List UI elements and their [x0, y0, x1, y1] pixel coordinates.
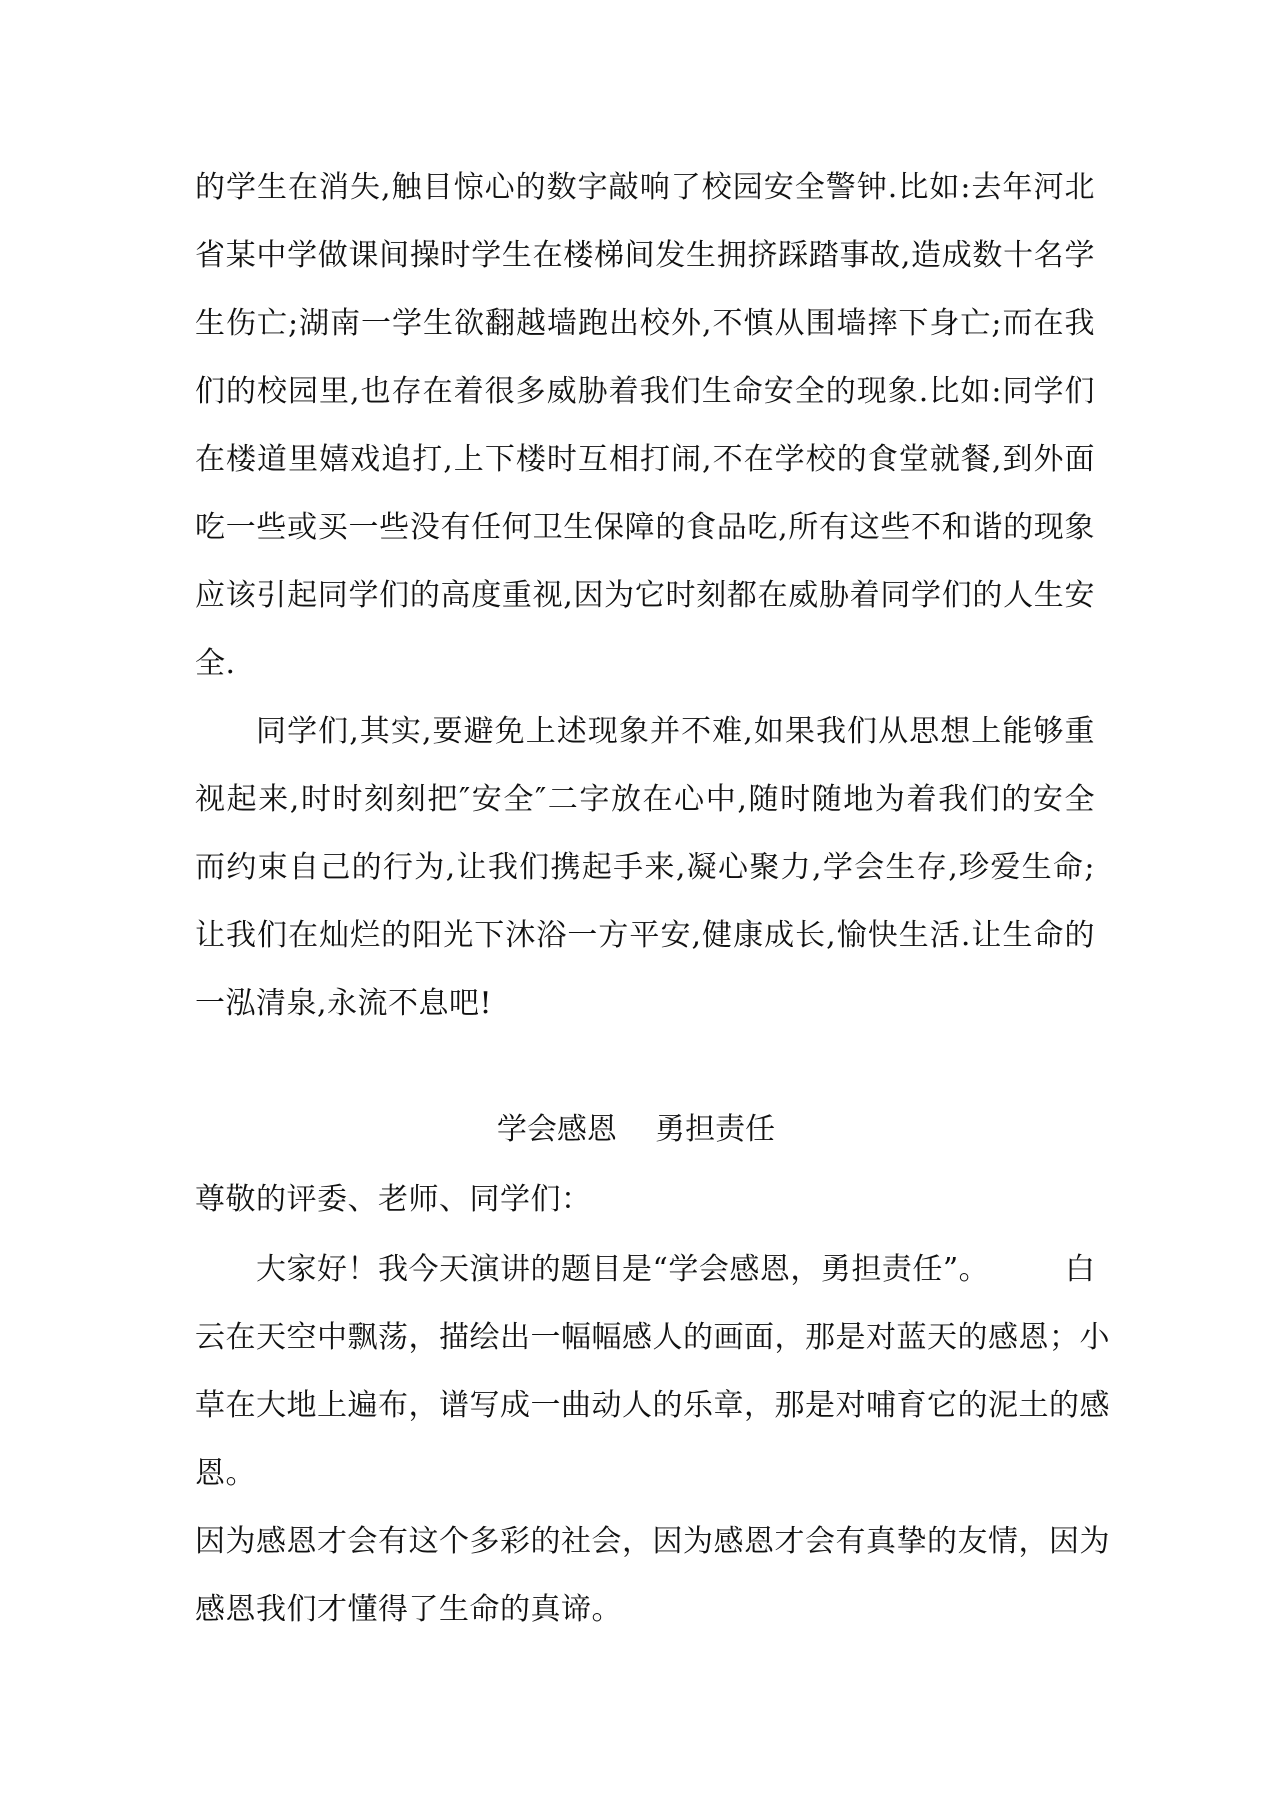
paragraph-line: 恩。	[195, 1456, 256, 1491]
paragraph-line: 同学们,其实,要避免上述现象并不难,如果我们从思想上能够重	[256, 714, 1095, 749]
paragraph-line: 让我们在灿烂的阳光下沐浴一方平安,健康成长,愉快生活.让生命的	[195, 918, 1095, 953]
paragraph-line: 省某中学做课间操时学生在楼梯间发生拥挤踩踏事故,造成数十名学	[195, 238, 1095, 273]
paragraph-line: 全.	[195, 646, 236, 681]
salutation: 尊敬的评委、老师、同学们：	[195, 1182, 592, 1217]
paragraph-line: 应该引起同学们的高度重视,因为它时刻都在威胁着同学们的人生安	[195, 578, 1095, 613]
paragraph-line: 而约束自己的行为,让我们携起手来,凝心聚力,学会生存,珍爱生命;	[195, 850, 1095, 885]
paragraph-line: 云在天空中飘荡，描绘出一幅幅感人的画面，那是对蓝天的感恩；小	[195, 1320, 1110, 1355]
paragraph-line: 在楼道里嬉戏追打,上下楼时互相打闹,不在学校的食堂就餐,到外面	[195, 442, 1095, 477]
paragraph-line: 感恩我们才懂得了生命的真谛。	[195, 1592, 622, 1627]
paragraph-line: 草在大地上遍布，谱写成一曲动人的乐章，那是对哺育它的泥土的感	[195, 1388, 1110, 1423]
paragraph-line: 大家好！我今天演讲的题目是“学会感恩，勇担责任”。	[256, 1252, 990, 1287]
paragraph-line: 一泓清泉,永流不息吧!	[195, 986, 493, 1021]
paragraph-line: 吃一些或买一些没有任何卫生保障的食品吃,所有这些不和谐的现象	[195, 510, 1095, 545]
paragraph-line: 生伤亡;湖南一学生欲翻越墙跑出校外,不慎从围墙摔下身亡;而在我	[195, 306, 1095, 341]
speech-title: 学会感恩 勇担责任	[496, 1112, 776, 1147]
paragraph-line: 的学生在消失,触目惊心的数字敲响了校园安全警钟.比如:去年河北	[195, 170, 1095, 205]
paragraph-line: 们的校园里,也存在着很多威胁着我们生命安全的现象.比如:同学们	[195, 374, 1095, 409]
paragraph-line-tail: 白	[1065, 1252, 1095, 1287]
paragraph-line: 因为感恩才会有这个多彩的社会，因为感恩才会有真挚的友情，因为	[195, 1524, 1110, 1559]
paragraph-line: 视起来,时时刻刻把″安全″二字放在心中,随时随地为着我们的安全	[195, 782, 1095, 817]
